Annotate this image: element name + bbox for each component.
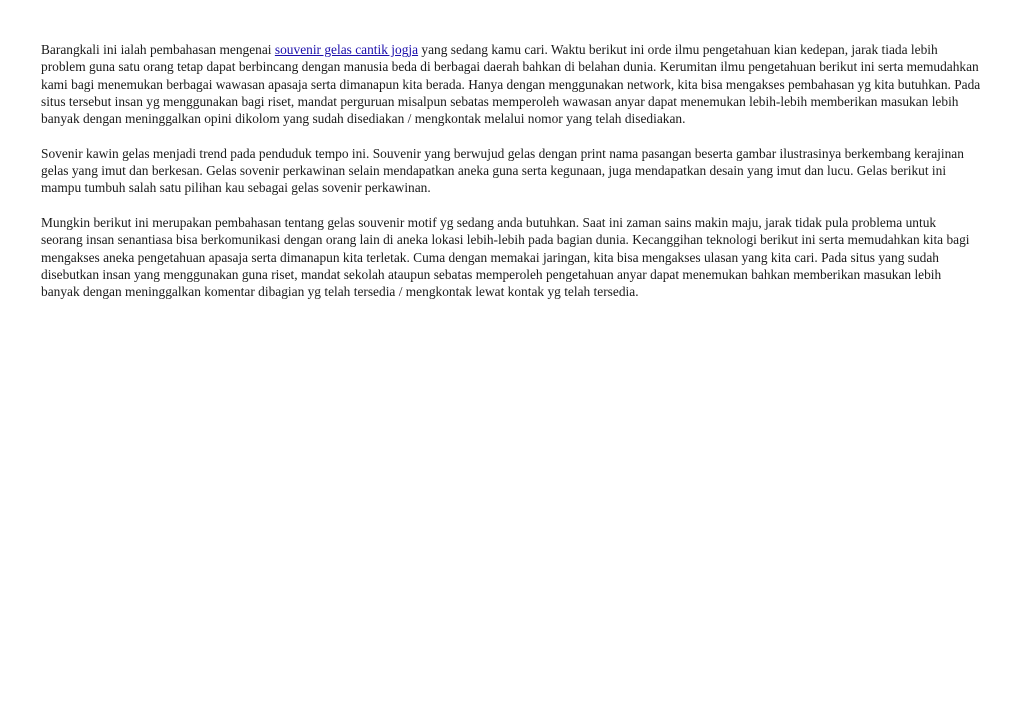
souvenir-link[interactable]: souvenir gelas cantik jogja: [274, 42, 419, 57]
document-page: [41, 41, 981, 318]
paragraph-1-text-before: Barangkali ini ialah pembahasan mengenai: [41, 42, 275, 57]
paragraph-1-text-after: yang sedang kamu cari. Waktu berikut ini orde ilmu pengetahuan kian kedepan, jarak tiada lebih problem guna satu orang tetap dapat berbincang dengan manusia beda di berbagai daerah bahkan di belahan dunia. Kerumitan ilmu pengetahuan berikut ini serta memudahkan kami bagi menemukan berbagai wawasan apasaja serta dimanapun kita berada. Hanya dengan menggunakan network, kita bisa mengakses pembahasan yg kita butuhkan. Pada situs tersebut insan yg menggunakan bagi riset, mandat perguruan misalpun sebatas memperoleh wawasan anyar dapat menemukan lebih-lebih memberikan masukan lebih banyak dengan meninggalkan opini dikolom yang sudah disediakan / mengkontak melalui nomor yang telah disediakan.: [41, 42, 981, 127]
paragraph-1: [41, 41, 981, 127]
paragraph-2: Sovenir kawin gelas menjadi trend pada penduduk tempo ini. Souvenir yang berwujud gelas dengan print nama pasangan beserta gambar ilustrasinya berkembang kerajinan gelas yang imut dan berkesan. Gelas sovenir perkawinan selain mendapatkan aneka guna serta kegunaan, juga mendapatkan desain yang imut dan lucu. Gelas berikut ini mampu tumbuh salah satu pilihan kau sebagai gelas sovenir perkawinan.: [41, 145, 964, 196]
paragraph-3: Mungkin berikut ini merupakan pembahasan tentang gelas souvenir motif yg sedang anda butuhkan. Saat ini zaman sains makin maju, jarak tidak pula problema untuk seorang insan senantiasa bisa berkomunikasi dengan orang lain di aneka lokasi lebih-lebih pada bagian dunia. Kecanggihan teknologi berikut ini serta memudahkan kita bagi mengakses aneka pengetahuan apasaja serta dimanapun kita terletak. Cuma dengan memakai jaringan, kita bisa mengakses ulasan yang kita cari. Pada situs yang sudah disebutkan insan yang menggunakan guna riset, mandat sekolah ataupun sebatas memperoleh pengetahuan anyar dapat menemukan bahkan memberikan masukan lebih banyak dengan meninggalkan komentar dibagian yg telah tersedia / mengkontak lewat kontak yg telah tersedia.: [41, 214, 970, 300]
